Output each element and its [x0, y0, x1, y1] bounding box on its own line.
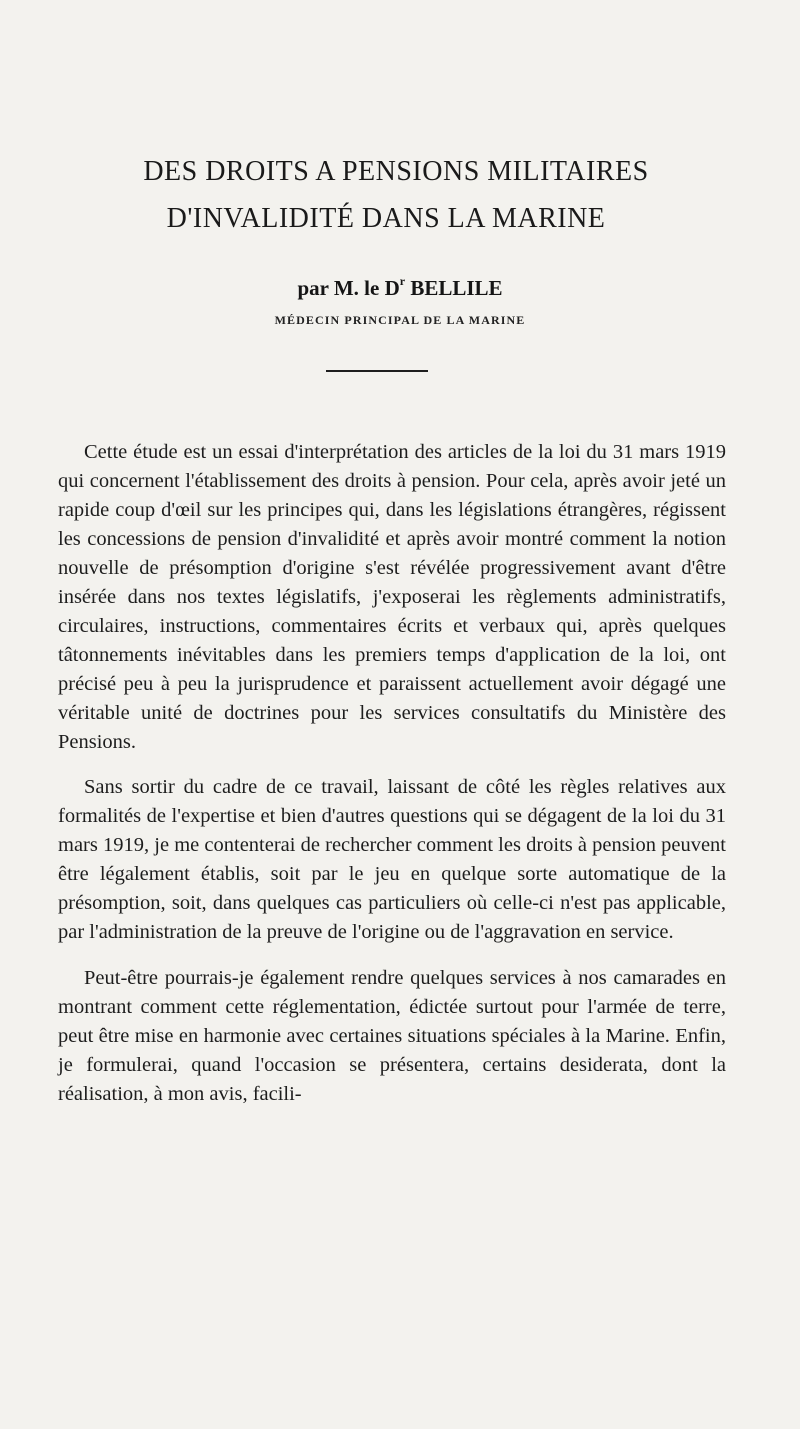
author-byline	[0, 276, 800, 301]
paragraph-1: Cette étude est un essai d'interprétation des articles de la loi du 31 mars 1919 qui concernent l'établissement des droits à pension. Pour cela, après avoir jeté un rapide coup d'œil sur les principes qui, dans les législations étrangères, régissent les concessions de pension d'invalidité et après avoir montré comment la notion nouvelle de présomption d'origine s'est révélée progressivement avant d'être insérée dans nos textes législatifs, j'exposerai les règlements administratifs, circulaires, instructions, commentaires écrits et verbaux qui, après quelques tâtonnements inévitables dans les premiers temps d'application de la loi, ont précisé peu à peu la jurisprudence et paraissent actuellement avoir dégagé une véritable unité de doctrines pour les services consultatifs du Ministère des Pensions.	[58, 441, 726, 753]
section-divider	[326, 370, 428, 372]
article-title-line-2: D'INVALIDITÉ DANS LA MARINE	[166, 203, 606, 234]
byline-superscript: r	[399, 274, 406, 288]
article-title-line-1: DES DROITS A PENSIONS MILITAIRES	[143, 156, 649, 187]
byline-prefix: par M. le D	[297, 276, 400, 300]
paragraph-2: Sans sortir du cadre de ce travail, laissant de côté les règles relatives aux formalités de l'expertise et bien d'autres questions qui se dégagent de la loi du 31 mars 1919, je me contenterai de rechercher comment les droits à pension peuvent être légalement établis, soit par le jeu en quelque sorte automatique de la présomption, soit, dans quelques cas particuliers où celle-ci n'est pas applicable, par l'administration de la preuve de l'origine ou de l'aggravation en service.	[58, 776, 726, 943]
author-role: MÉDECIN PRINCIPAL DE LA MARINE	[274, 313, 526, 327]
paragraph-3: Peut-être pourrais-je également rendre quelques services à nos camarades en montrant comment cette réglementation, édictée surtout pour l'armée de terre, peut être mise en harmonie avec certaines situations spéciales à la Marine. Enfin, je formulerai, quand l'occasion se présentera, certains desiderata, dont la réalisation, à mon avis, facili-	[58, 967, 726, 1105]
author-name: BELLILE	[405, 276, 503, 300]
article-body	[58, 438, 726, 1124]
